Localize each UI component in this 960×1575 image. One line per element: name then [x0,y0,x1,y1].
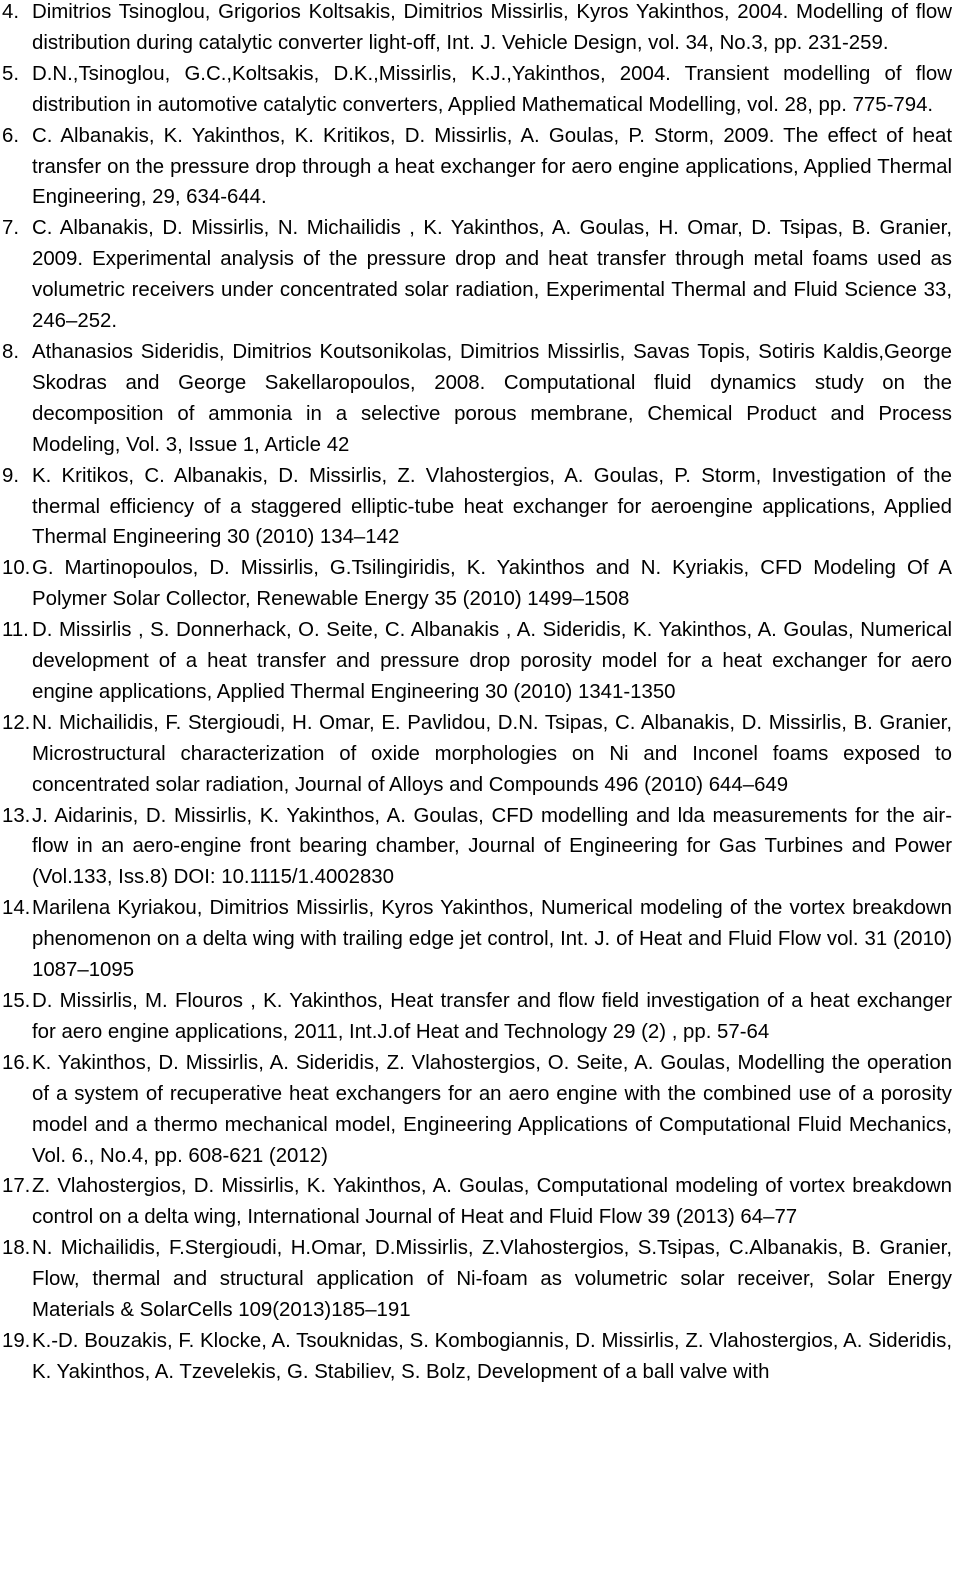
reference-number: 16. [2,1051,31,1074]
reference-number: 10. [2,557,31,580]
reference-number: 15. [2,990,31,1012]
reference-item [0,1171,952,1233]
reference-item [0,59,952,121]
reference-number: 6. [2,124,20,147]
reference-text: N. Michailidis, F.Stergioudi, H.Omar, D.Missirlis, Z.Vlahostergios, S.Tsipas, C.Albanakis, B. Granier, Flow, thermal and structural application of Ni-foam as volumetric solar receiver, Solar Energy Materials & SolarCells 109(2013)185–191 [32,1237,952,1322]
reference-text: Athanasios Sideridis, Dimitrios Koutsonikolas, Dimitrios Missirlis, Savas Topis, Sotiris Kaldis,George Skodras and George Sakellaropoulos, 2008. Computational fluid dynamics study on the decomposition of ammonia in a selective porous membrane, Chemical Product and Process Modeling, Vol. 3, Issue 1, Article 42 [32,340,952,456]
reference-number: 12. [2,711,31,734]
reference-number: 9. [2,464,20,487]
reference-item [0,893,952,986]
reference-item [0,553,952,615]
reference-text: G. Martinopoulos, D. Missirlis, G.Tsilingiridis, K. Yakinthos and N. Kyriakis, CFD Modeling Of A Polymer Solar Collector, Renewable Energy 35 (2010) 1499–1508 [32,557,952,611]
reference-text: Marilena Kyriakou, Dimitrios Missirlis, Kyros Yakinthos, Numerical modeling of the vortex breakdown phenomenon on a delta wing with trailing edge jet control, Int. J. of Heat and Fluid Flow vol. 31 (2010) 1087–1095 [32,897,952,982]
reference-item [0,615,952,708]
reference-text: Dimitrios Tsinoglou, Grigorios Koltsakis, Dimitrios Missirlis, Kyros Yakinthos, 2004. Modelling of flow distribution during catalytic converter light-off, Int. J. Vehicle Design, vol. 34, No.3, pp. 231-259. [32,1,952,54]
reference-item [0,1048,952,1172]
reference-number: 19. [2,1329,31,1352]
reference-number: 7. [2,217,20,240]
reference-item [0,801,952,894]
reference-number: 5. [2,62,20,85]
reference-text: Z. Vlahostergios, D. Missirlis, K. Yakinthos, A. Goulas, Computational modeling of vortex breakdown control on a delta wing, International Journal of Heat and Fluid Flow 39 (2013) 64–77 [32,1175,952,1229]
reference-number: 17. [2,1175,31,1198]
reference-number: 13. [2,804,31,827]
reference-number: 14. [2,897,31,920]
reference-text: D.N.,Tsinoglou, G.C.,Koltsakis, D.K.,Missirlis, K.J.,Yakinthos, 2004. Transient modelling of flow distribution in automotive catalytic converters, Applied Mathematical Modelling, vol. 28, pp. 775-794. [32,62,952,116]
reference-item [0,1233,952,1326]
reference-text: N. Michailidis, F. Stergioudi, H. Omar, E. Pavlidou, D.N. Tsipas, C. Albanakis, D. Missirlis, B. Granier, Microstructural characterization of oxide morphologies on Ni and Inconel foams exposed to concentrated solar radiation, Journal of Alloys and Compounds 496 (2010) 644–649 [32,711,952,796]
reference-item [0,461,952,554]
reference-number: 8. [2,340,20,363]
reference-text: C. Albanakis, K. Yakinthos, K. Kritikos, D. Missirlis, A. Goulas, P. Storm, 2009. The effect of heat transfer on the pressure drop through a heat exchanger for aero engine applications, Applied Thermal Engineering, 29, 634-644. [32,124,952,209]
reference-item [0,213,952,337]
reference-text: K. Kritikos, C. Albanakis, D. Missirlis, Z. Vlahostergios, A. Goulas, P. Storm, Investigation of the thermal efficiency of a staggered elliptic-tube heat exchanger for aeroengine applications, Applied Thermal Engineering 30 (2010) 134–142 [32,464,952,549]
reference-item [0,337,952,461]
reference-text: C. Albanakis, D. Missirlis, N. Michailidis , K. Yakinthos, A. Goulas, H. Omar, D. Tsipas, B. Granier, 2009. Experimental analysis of the pressure drop and heat transfer through metal foams used as volumetric receivers under concentrated solar radiation, Experimental Thermal and Fluid Science 33, 246–252. [32,217,952,333]
reference-text: K.-D. Bouzakis, F. Klocke, A. Tsouknidas, S. Kombogiannis, D. Missirlis, Z. Vlahostergios, A. Sideridis, K. Yakinthos, A. Tzevelekis, G. Stabiliev, S. Bolz, Development of a ball valve with [32,1329,952,1383]
reference-text: D. Missirlis , S. Donnerhack, O. Seite, C. Albanakis , A. Sideridis, K. Yakinthos, A. Goulas, Numerical development of a heat transfer and pressure drop porosity model for a heat exchanger for aero engine applications, Applied Thermal Engineering 30 (2010) 1341-1350 [32,619,952,703]
reference-number: 4. [2,1,20,23]
reference-item [0,986,952,1048]
reference-text: K. Yakinthos, D. Missirlis, A. Sideridis, Z. Vlahostergios, O. Seite, A. Goulas, Modelling the operation of a system of recuperative heat exchangers for an aero engine with the combined use of a porosity model and a thermo mechanical model, Engineering Applications of Computational Fluid Mechanics, Vol. 6., No.4, pp. 608-621 (2012) [32,1051,952,1167]
reference-item [0,708,952,801]
reference-item [0,1326,952,1388]
reference-text: J. Aidarinis, D. Missirlis, K. Yakinthos, A. Goulas, CFD modelling and lda measurements for the air-flow in an aero-engine front bearing chamber, Journal of Engineering for Gas Turbines and Power (Vol.133, Iss.8) DOI: 10.1115/1.4002830 [32,804,952,889]
reference-number: 11. [2,619,29,642]
reference-item [0,0,952,59]
reference-item [0,121,952,214]
reference-text: D. Missirlis, M. Flouros , K. Yakinthos, Heat transfer and flow field investigation of a heat exchanger for aero engine applications, 2011, Int.J.of Heat and Technology 29 (2) , pp. 57-64 [32,990,952,1043]
reference-number: 18. [2,1237,31,1260]
